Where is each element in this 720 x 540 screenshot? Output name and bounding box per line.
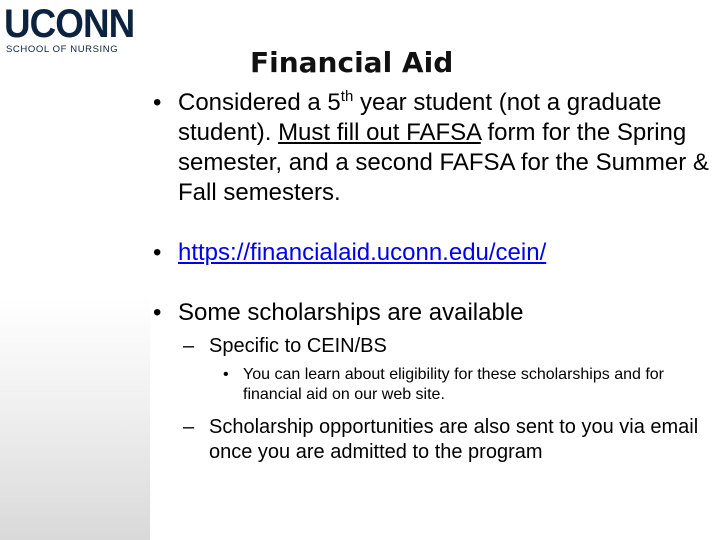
ordinal-suffix: th [340, 88, 354, 105]
scholarships-text: Some scholarships are available [178, 299, 524, 326]
logo-subtitle: SCHOOL OF NURSING [6, 44, 119, 55]
fafsa-text-1: Considered a 5 [178, 89, 341, 116]
uconn-logo [4, 4, 150, 56]
sub-sub-bullet-eligibility [153, 365, 718, 405]
dash-bullet: – [183, 416, 195, 438]
bullet-link [153, 238, 718, 268]
eligibility-text: You can learn about eligibility for these scholarships and for financial aid on our web site. [243, 366, 664, 403]
bullet-fafsa [153, 88, 718, 208]
dash-bullet: – [183, 335, 195, 357]
sub-bullet-cein-text: Specific to CEIN/BS [209, 335, 387, 357]
sub-bullet-cein [153, 334, 718, 359]
fafsa-text-2: year student (not a graduate student). [178, 89, 662, 146]
bullet-dot: • [153, 239, 162, 266]
slide-title: Financial Aid [250, 46, 454, 79]
bullet-scholarships [153, 298, 718, 328]
sub-bullet-email [153, 415, 718, 465]
sub-bullet-email-text: Scholarship opportunities are also sent to you via email once you are admitted to the program [209, 416, 699, 463]
left-gradient-band [0, 0, 150, 540]
bullet-dot: • [223, 366, 229, 383]
slide-content [153, 88, 718, 471]
fafsa-underlined: Must fill out FAFSA [278, 119, 481, 146]
bullet-dot: • [153, 89, 162, 116]
financial-aid-link[interactable]: https://financialaid.uconn.edu/cein/ [178, 239, 547, 266]
fafsa-text-3: form for the Spring semester, and a second FAFSA for the Summer & Fall semesters. [178, 119, 709, 206]
bullet-dot: • [153, 299, 162, 326]
logo-wordmark: UCONN [4, 2, 135, 46]
